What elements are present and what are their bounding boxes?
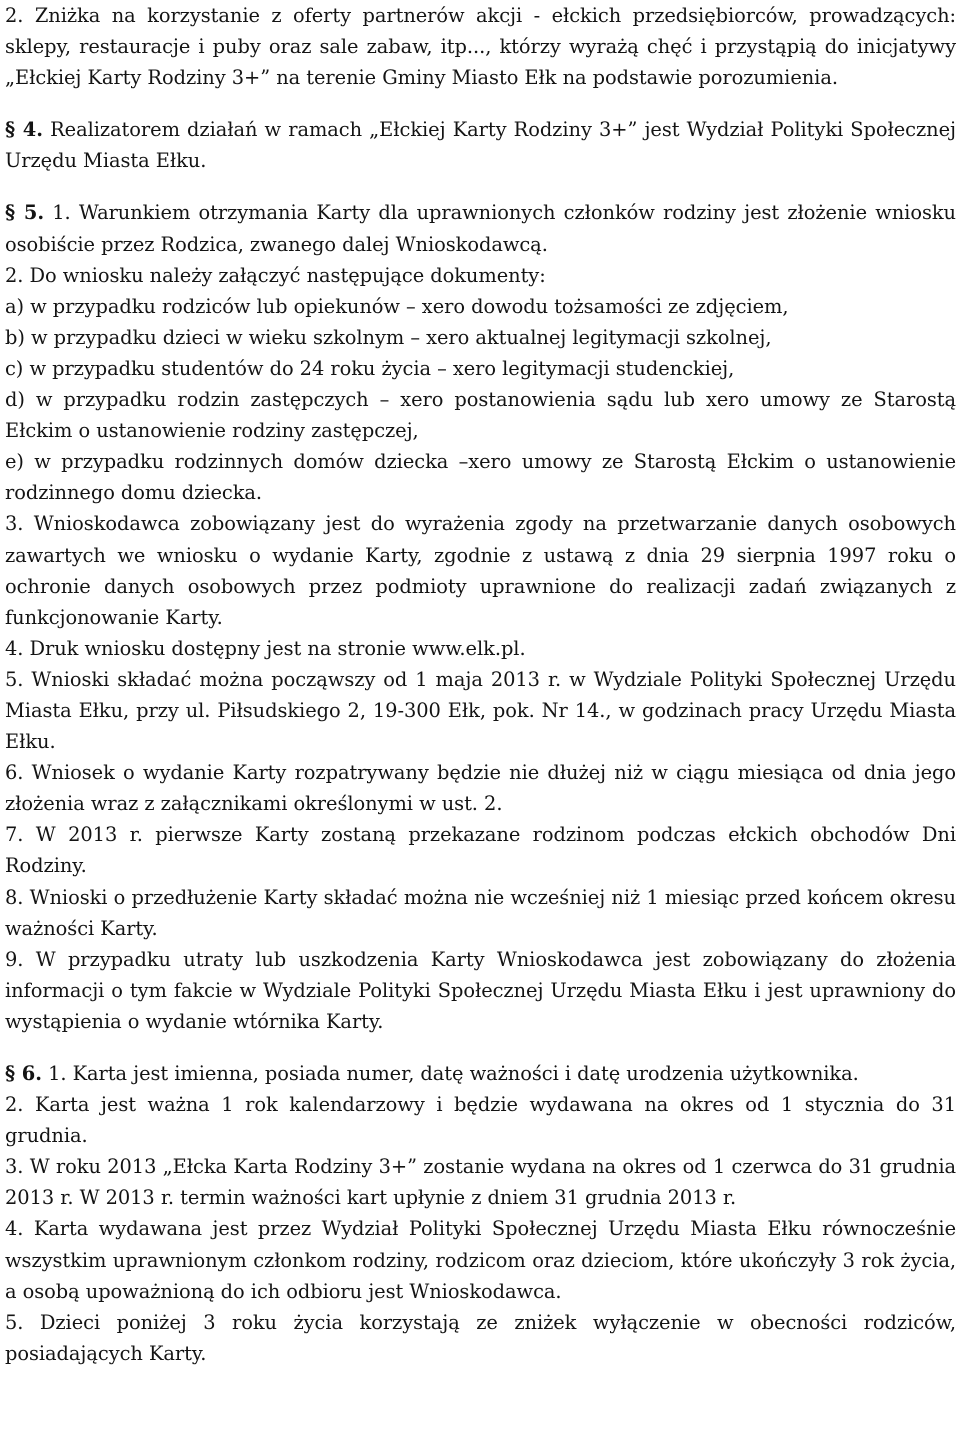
section-5-item-8: 8. Wnioski o przedłużenie Karty składać można nie wcześniej niż 1 miesiąc przed końcem okresu ważności Karty. (5, 885, 956, 940)
section-5-item-4: 4. Druk wniosku dostępny jest na stronie www.elk.pl. (5, 636, 526, 660)
section-5-item-9: 9. W przypadku utraty lub uszkodzenia Karty Wnioskodawca jest zobowiązany do złożenia informacji o tym fakcie w Wydziale Polityki Społecznej Urzędu Miasta Ełku i jest uprawniony do wystąpienia o wydanie wtórnika Karty. (5, 947, 956, 1033)
section-5-item-7: 7. W 2013 r. pierwsze Karty zostaną przekazane rodzinom podczas ełckich obchodów Dni Rodziny. (5, 823, 956, 878)
section-5-item-1 (5, 197, 956, 259)
section-5-item-5: 5. Wnioski składać można począwszy od 1 maja 2013 r. w Wydziale Polityki Społecznej Urzędu Miasta Ełku, przy ul. Piłsudskiego 2, 19-300 Ełk, pok. Nr 14., w godzinach pracy Urzędu Miasta Ełku. (5, 667, 956, 754)
section-4-marker: § 4. (5, 118, 43, 142)
section-6-marker: § 6. (5, 1062, 42, 1085)
section-5-item-1-text: 1. Warunkiem otrzymania Karty dla uprawnionych członków rodziny jest złożenie wniosku osobiście przez Rodzica, zwanego dalej Wnioskodawcą. (5, 201, 957, 256)
section-6-item-5: 5. Dzieci poniżej 3 roku życia korzystają ze zniżek wyłączenie w obecności rodziców, posiadających Karty. (5, 1310, 956, 1365)
section-5-item-2c: c) w przypadku studentów do 24 roku życia – xero legitymacji studenckiej, (5, 356, 735, 380)
section-6-item-4: 4. Karta wydawana jest przez Wydział Polityki Społecznej Urzędu Miasta Ełku równocześnie wszystkim uprawnionym członkom rodziny, rodzicom oraz dzieciom, które ukończyły 3 rok życia, a osobą upoważnioną do ich odbioru jest Wnioskodawca. (5, 1217, 956, 1303)
section-5-item-2: 2. Do wniosku należy załączyć następujące dokumenty: (5, 263, 546, 287)
paragraph-item-2-discount: 2. Zniżka na korzystanie z oferty partnerów akcji - ełckich przedsiębiorców, prowadzących: sklepy, restauracje i puby oraz sale zabaw, itp..., którzy wyrażą chęć i przystąpią do inicjatywy „Ełckiej Karty Rodziny 3+” na terenie Gminy Miasto Ełk na podstawie porozumienia. (5, 4, 956, 90)
section-6-item-3: 3. W roku 2013 „Ełcka Karta Rodziny 3+” zostanie wydana na okres od 1 czerwca do 31 grudnia 2013 r. W 2013 r. termin ważności kart upłynie z dniem 31 grudnia 2013 r. (5, 1155, 956, 1210)
section-4 (5, 114, 956, 176)
section-6-item-1-text: 1. Karta jest imienna, posiada numer, datę ważności i datę urodzenia użytkownika. (48, 1062, 859, 1085)
section-5-item-3: 3. Wnioskodawca zobowiązany jest do wyrażenia zgody na przetwarzanie danych osobowych zawartych we wniosku o wydanie Karty, zgodnie z ustawą z dnia 29 sierpnia 1997 roku o ochronie danych osobowych przez podmioty uprawnione do realizacji zadań związanych z funkcjonowanie Karty. (5, 512, 956, 629)
section-5-item-6: 6. Wniosek o wydanie Karty rozpatrywany będzie nie dłużej niż w ciągu miesiąca od dnia jego złożenia wraz z załącznikami określonymi w ust. 2. (5, 761, 956, 816)
section-5-item-2b: b) w przypadku dzieci w wieku szkolnym – xero aktualnej legitymacji szkolnej, (5, 325, 772, 349)
section-5-marker: § 5. (5, 201, 45, 225)
section-6-item-2: 2. Karta jest ważna 1 rok kalendarzowy i będzie wydawana na okres od 1 stycznia do 31 grudnia. (5, 1093, 956, 1148)
section-6-item-1 (5, 1058, 956, 1089)
document-page (5, 0, 956, 1369)
section-5-item-2e: e) w przypadku rodzinnych domów dziecka –xero umowy ze Starostą Ełckim o ustanowienie rodzinnego domu dziecka. (5, 450, 956, 505)
section-5-item-2a: a) w przypadku rodziców lub opiekunów – xero dowodu tożsamości ze zdjęciem, (5, 294, 789, 318)
section-5-item-2d: d) w przypadku rodzin zastępczych – xero postanowienia sądu lub xero umowy ze Starostą Ełckim o ustanowienie rodziny zastępczej, (5, 388, 956, 443)
section-4-text: Realizatorem działań w ramach „Ełckiej Karty Rodziny 3+” jest Wydział Polityki Społecznej Urzędu Miasta Ełku. (5, 118, 956, 173)
